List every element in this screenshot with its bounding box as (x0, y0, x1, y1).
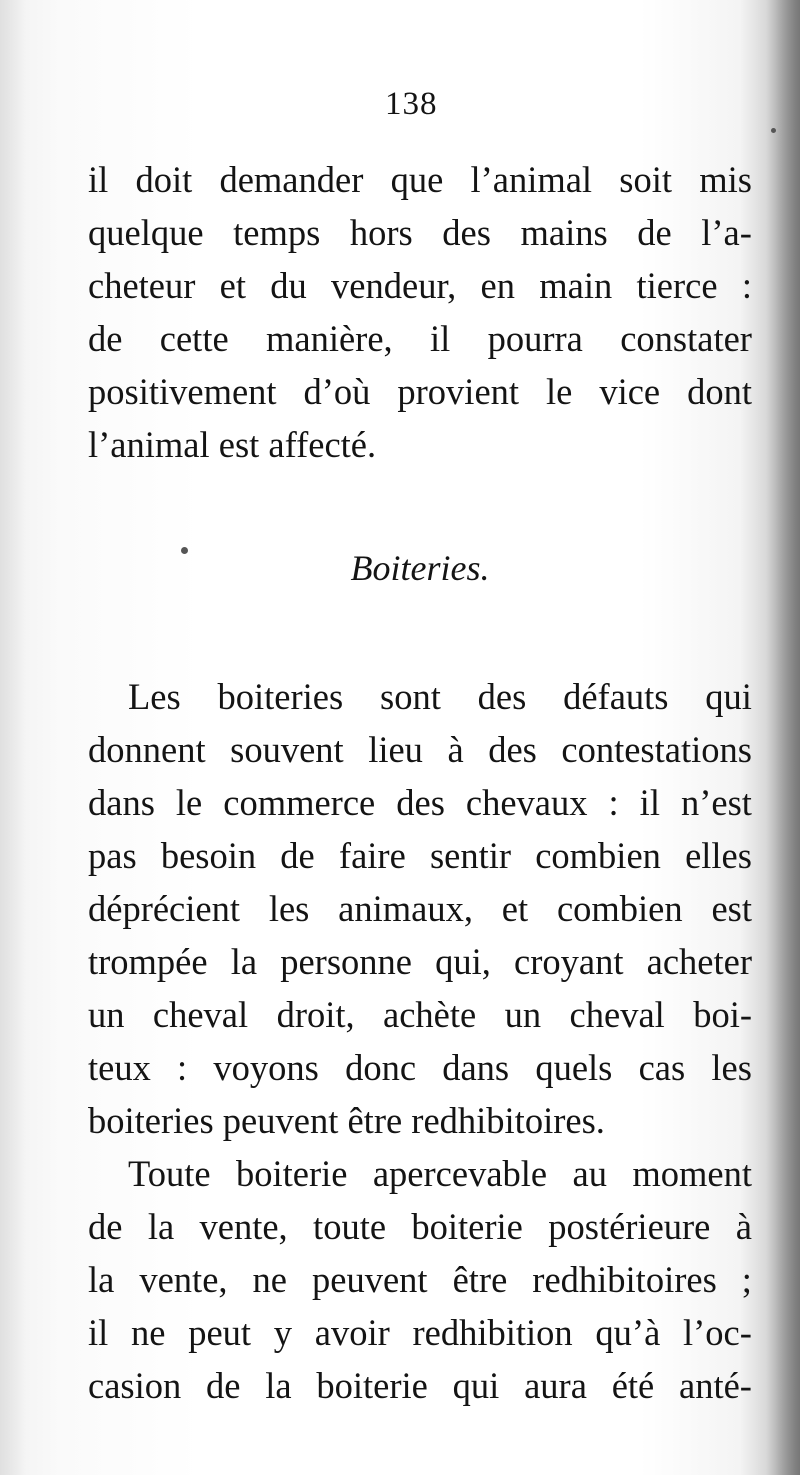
word: lieu (368, 729, 423, 770)
word: voyons (213, 1047, 319, 1088)
word: manière, (266, 318, 393, 359)
word: dans (88, 782, 155, 823)
page-number: 138 (385, 86, 438, 122)
word: animaux, (338, 888, 473, 929)
word: que (390, 159, 444, 200)
word: boiterie (316, 1365, 428, 1406)
word: tierce (636, 265, 718, 306)
word: donnent (88, 729, 206, 770)
word: : (608, 782, 619, 823)
text-line (88, 1200, 752, 1253)
word: sont (379, 676, 441, 717)
word: contestations (561, 729, 752, 770)
word: la (88, 1259, 115, 1300)
text-line (88, 829, 752, 882)
word: y (273, 1312, 293, 1353)
word: moment (632, 1153, 752, 1194)
text-line-last: l’animal est affecté. (88, 424, 377, 465)
word: cheval (569, 994, 665, 1035)
word: dans (442, 1047, 510, 1088)
word: la (265, 1365, 292, 1406)
text-line (88, 1147, 752, 1200)
text-line (88, 259, 752, 312)
word: anté- (679, 1365, 752, 1406)
word: des (442, 212, 491, 253)
word: droit, (276, 994, 355, 1035)
text-line (88, 1041, 752, 1094)
word: il (88, 1312, 109, 1353)
word: de (637, 212, 672, 253)
word: le (546, 371, 573, 412)
paragraph-1 (88, 153, 752, 471)
text-line (88, 1359, 752, 1412)
word: ne (131, 1312, 166, 1353)
word: déprécient (88, 888, 240, 929)
word: toute (313, 1206, 387, 1247)
word: de (88, 318, 123, 359)
word: les (268, 888, 310, 929)
word: qui, (435, 941, 491, 982)
word: provient (397, 371, 520, 412)
word: besoin (160, 835, 257, 876)
word: de (280, 835, 315, 876)
word: aura (524, 1365, 587, 1406)
word: ; (741, 1259, 752, 1300)
text-line (88, 312, 752, 365)
ink-speck (771, 128, 776, 133)
word: être (452, 1259, 508, 1300)
word: cas (638, 1047, 686, 1088)
word: chevaux (465, 782, 588, 823)
word: boiterie (411, 1206, 523, 1247)
word: et (501, 888, 529, 929)
text-line (88, 776, 752, 829)
word: du (270, 265, 307, 306)
word: est (711, 888, 752, 929)
word: n’est (680, 782, 752, 823)
word: l’animal (470, 159, 593, 200)
word: d’où (303, 371, 371, 412)
word: il (430, 318, 451, 359)
word: casion (88, 1365, 182, 1406)
word: Les (128, 676, 181, 717)
word: ne (252, 1259, 287, 1300)
word: à (447, 729, 464, 770)
text-line (88, 988, 752, 1041)
word: commerce (223, 782, 376, 823)
word: avoir (314, 1312, 390, 1353)
word: main (539, 265, 613, 306)
word: doit (135, 159, 193, 200)
word: l’a- (701, 212, 752, 253)
word: elles (685, 835, 752, 876)
word: boiterie (235, 1153, 348, 1194)
word: la (147, 1206, 175, 1247)
word: cheval (152, 994, 249, 1035)
word: quelque (88, 212, 204, 253)
paragraph-2 (88, 670, 752, 1412)
text-line (88, 153, 752, 206)
page-left-shadow (0, 0, 26, 1475)
word: dont (687, 371, 752, 412)
word: vente, (139, 1259, 228, 1300)
word: qui (705, 676, 752, 717)
word: acheter (646, 941, 752, 982)
word: des (488, 729, 537, 770)
word: quels (535, 1047, 613, 1088)
word: teux (88, 1047, 151, 1088)
page-gutter-shadow (766, 0, 800, 1475)
word: un (504, 994, 542, 1035)
word: constater (620, 318, 752, 359)
word: : (177, 1047, 188, 1088)
word: hors (349, 212, 413, 253)
word: personne (280, 941, 412, 982)
text-line-last: boiteries peuvent être redhibitoires. (88, 1100, 605, 1141)
word: en (480, 265, 515, 306)
word: redhibitoires (532, 1259, 717, 1300)
word: postérieure (548, 1206, 711, 1247)
text-line (88, 723, 752, 776)
word: de (88, 1206, 123, 1247)
word: croyant (514, 941, 624, 982)
word: trompée (88, 941, 208, 982)
word: pourra (487, 318, 583, 359)
word: achète (383, 994, 477, 1035)
word: faire (338, 835, 406, 876)
text-line (88, 670, 752, 723)
word: : (741, 265, 752, 306)
word: apercevable (372, 1153, 548, 1194)
word: de (206, 1365, 241, 1406)
word: le (175, 782, 203, 823)
word: il (639, 782, 660, 823)
word: l’oc- (683, 1312, 752, 1353)
word: défauts (563, 676, 669, 717)
word: la (230, 941, 258, 982)
word: mains (520, 212, 608, 253)
word: mis (699, 159, 752, 200)
word: cheteur (88, 265, 196, 306)
word: souvent (230, 729, 344, 770)
word: demander (219, 159, 364, 200)
word: qu’à (595, 1312, 661, 1353)
word: soit (619, 159, 673, 200)
word: Toute (128, 1153, 211, 1194)
text-line (88, 365, 752, 418)
word: été (611, 1365, 655, 1406)
word: cette (159, 318, 229, 359)
word: au (572, 1153, 607, 1194)
word: qui (452, 1365, 500, 1406)
word: vice (599, 371, 661, 412)
word: boi- (693, 994, 752, 1035)
text-line (88, 935, 752, 988)
word: peut (188, 1312, 252, 1353)
word: temps (233, 212, 321, 253)
word: les (711, 1047, 752, 1088)
word: redhibition (412, 1312, 573, 1353)
word: et (219, 265, 247, 306)
word: combien (556, 888, 683, 929)
word: pas (88, 835, 137, 876)
word: il (88, 159, 109, 200)
word: des (396, 782, 445, 823)
word: un (88, 994, 125, 1035)
word: donc (345, 1047, 417, 1088)
section-heading: Boiteries. (350, 548, 490, 588)
word: des (477, 676, 527, 717)
word: positivement (88, 371, 277, 412)
word: boiteries (217, 676, 344, 717)
text-line (88, 882, 752, 935)
word: vendeur, (331, 265, 457, 306)
text-line (88, 1253, 752, 1306)
word: sentir (429, 835, 512, 876)
word: vente, (199, 1206, 288, 1247)
word: combien (535, 835, 661, 876)
word: à (735, 1206, 752, 1247)
text-line (88, 1306, 752, 1359)
text-line (88, 206, 752, 259)
word: peuvent (312, 1259, 428, 1300)
